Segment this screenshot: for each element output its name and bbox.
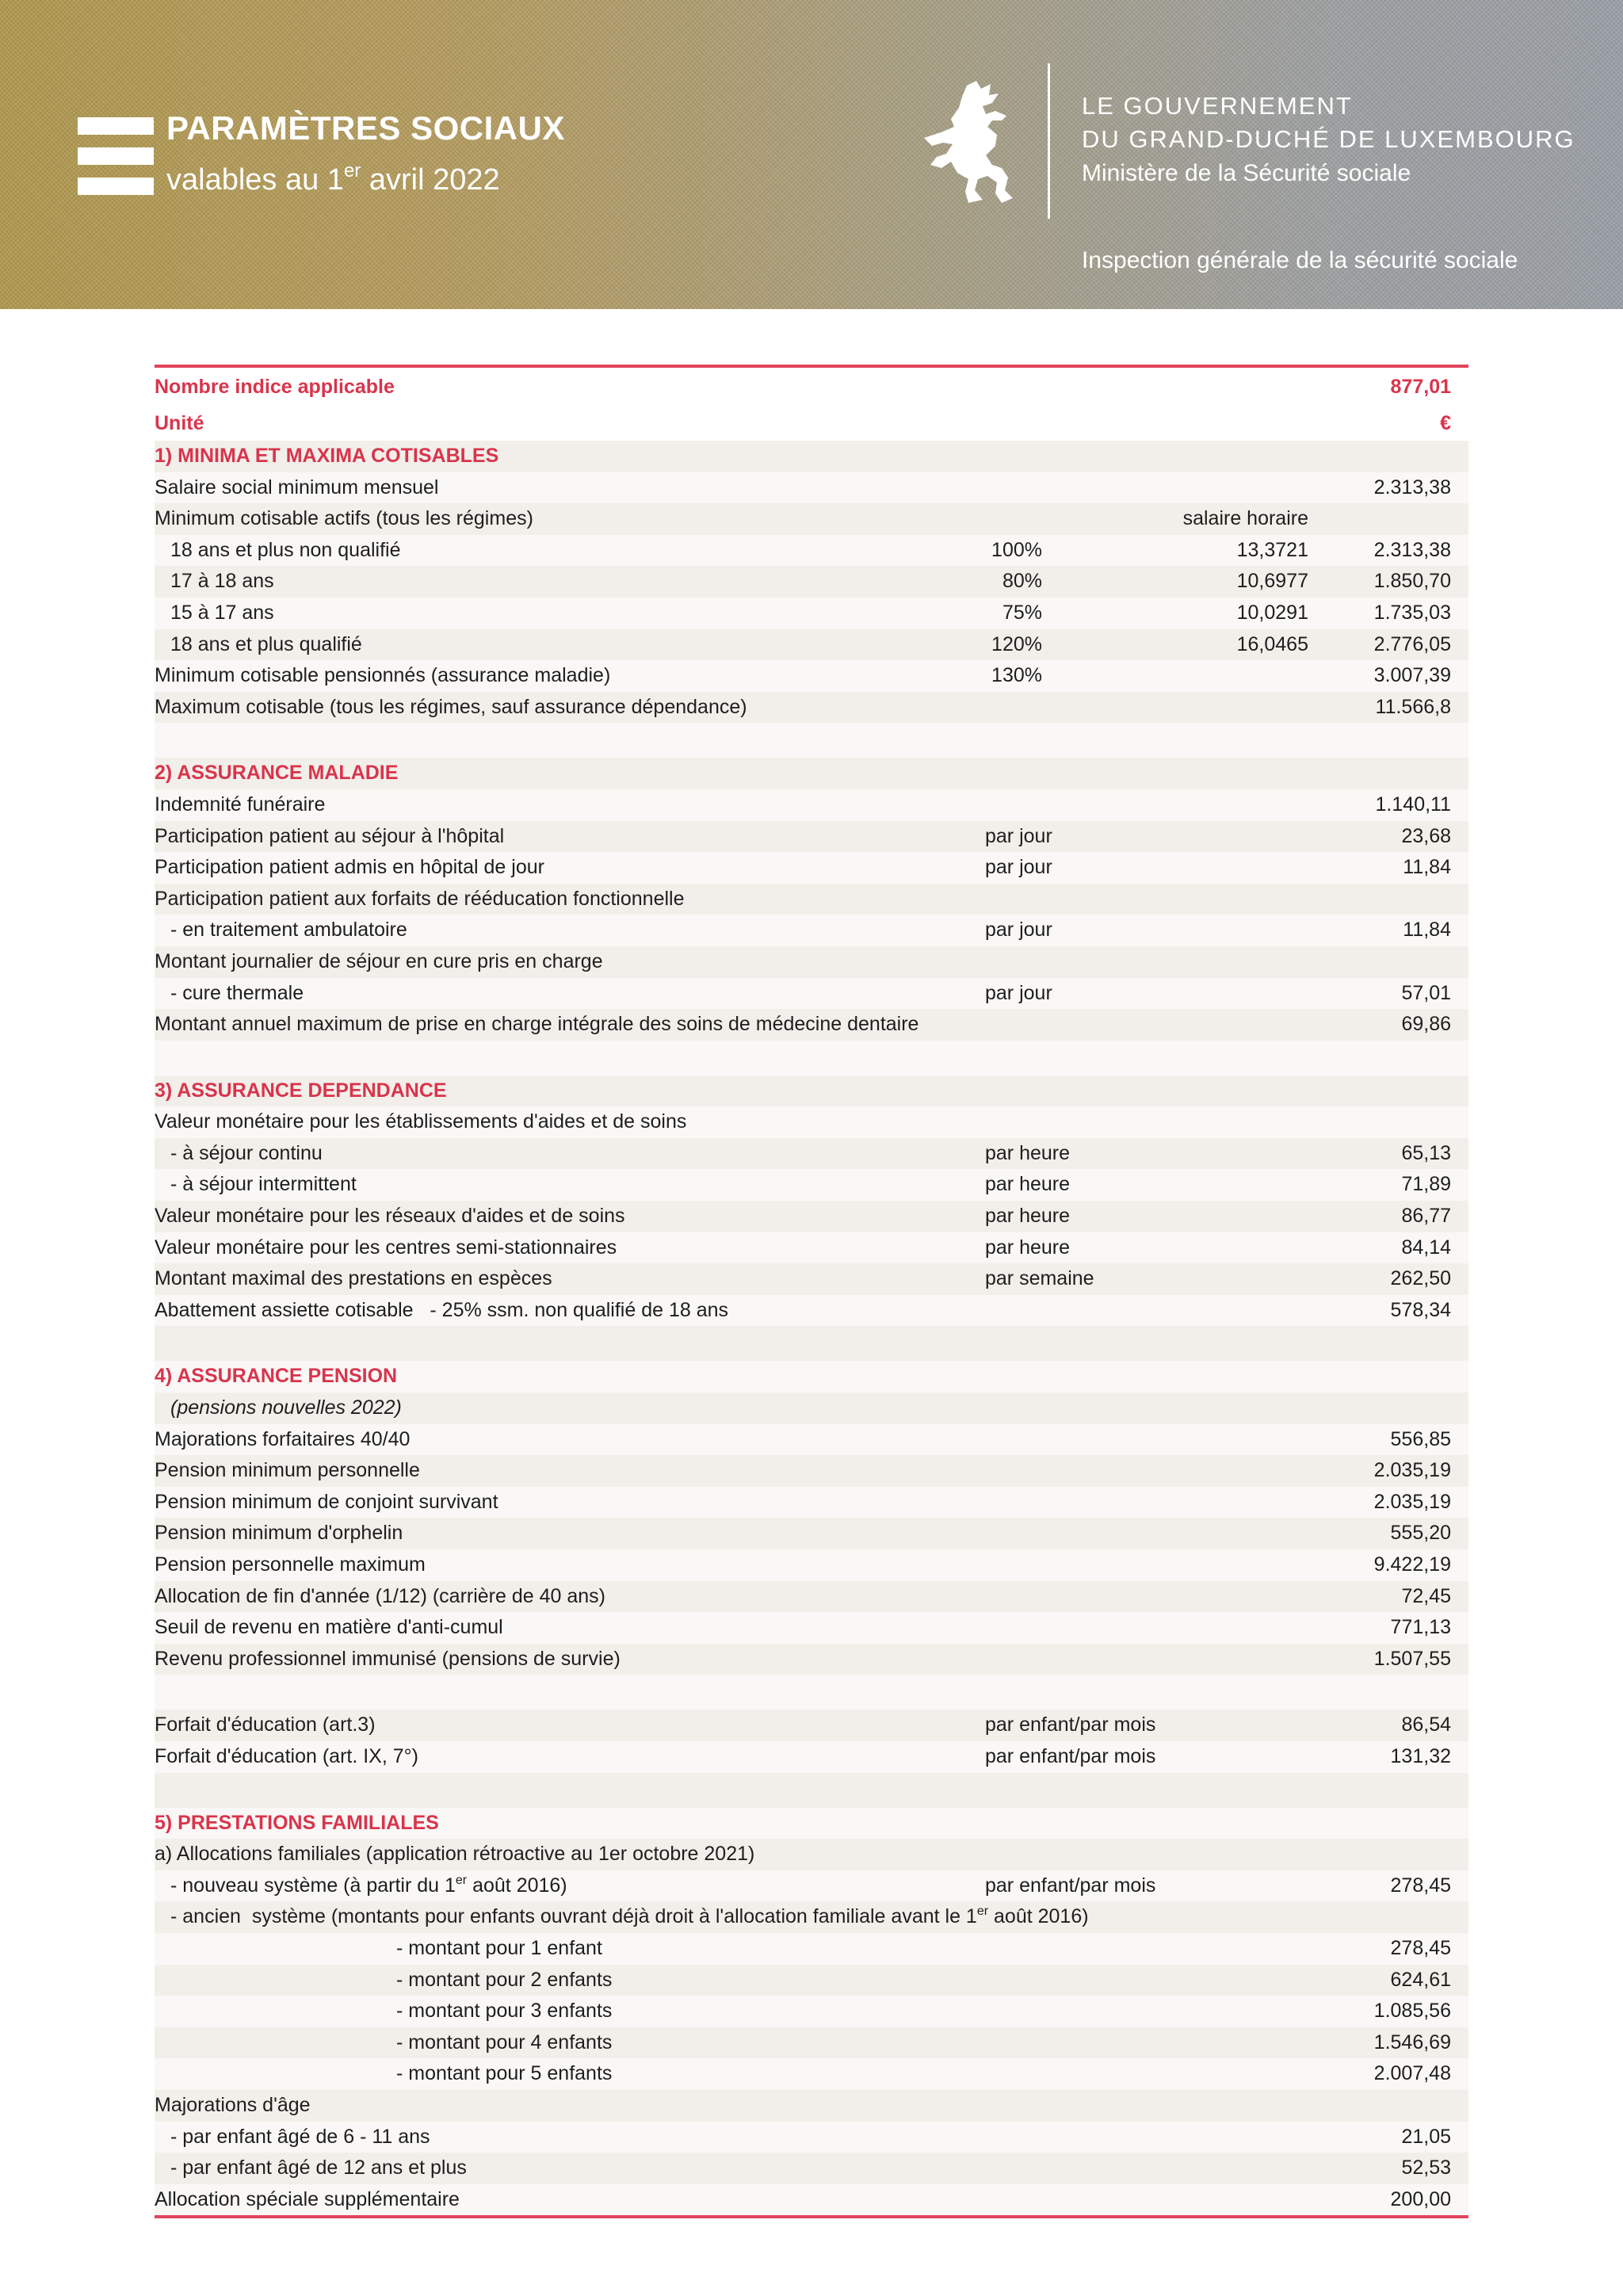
table-row: [155, 1933, 1468, 1965]
row-label: Pension personnelle maximum: [155, 1553, 426, 1576]
row-label: Valeur monétaire pour les centres semi-stationnaires: [155, 1236, 617, 1259]
table-row: [155, 978, 1468, 1010]
row-percent: 80%: [1002, 570, 1042, 593]
section-title-row: [155, 441, 1468, 472]
row-label: Abattement assiette cotisable - 25% ssm. non qualifié de 18 ans: [155, 1298, 729, 1321]
table-row: [155, 629, 1468, 661]
row-label: (pensions nouvelles 2022): [170, 1396, 402, 1419]
row-label: - montant pour 1 enfant: [396, 1936, 602, 1959]
table-row: [155, 1392, 1468, 1424]
row-hourly: 16,0465: [1236, 632, 1308, 655]
table-row: [155, 535, 1468, 567]
row-label: Revenu professionnel immunisé (pensions de survie): [155, 1647, 621, 1670]
row-label: - montant pour 3 enfants: [396, 2000, 613, 2023]
row-label: - montant pour 2 enfants: [396, 1968, 613, 1991]
row-value: 1.850,70: [1373, 570, 1451, 593]
document-subtitle: valables au 1er avril 2022: [166, 160, 500, 197]
table-row: [155, 2090, 1468, 2122]
row-label: Forfait d'éducation (art.3): [155, 1713, 376, 1736]
table-row: [155, 1455, 1468, 1487]
row-value: 262,50: [1390, 1267, 1451, 1290]
row-percent: 75%: [1002, 601, 1042, 624]
index-row: [155, 368, 1468, 406]
row-value: 1.546,69: [1373, 2030, 1451, 2053]
row-hourly: 10,0291: [1236, 601, 1308, 624]
row-value: 2.007,48: [1373, 2062, 1451, 2085]
row-value: 200,00: [1390, 2187, 1451, 2210]
row-value: 278,45: [1390, 1874, 1451, 1897]
row-unit: par heure: [985, 1205, 1071, 1228]
row-unit: par jour: [985, 919, 1052, 942]
row-unit: par enfant/par mois: [985, 1744, 1156, 1767]
row-value: 9.422,19: [1373, 1553, 1451, 1576]
document-title: PARAMÈTRES SOCIAUX: [166, 109, 565, 147]
row-label: Forfait d'éducation (art. IX, 7°): [155, 1744, 418, 1767]
row-label: Pension minimum d'orphelin: [155, 1522, 403, 1545]
spacer-row: [155, 1773, 1468, 1808]
row-unit: par jour: [985, 981, 1052, 1004]
table-row: [155, 1009, 1468, 1041]
table-row: [155, 598, 1468, 629]
table-row: [155, 1870, 1468, 1902]
row-value: 556,85: [1390, 1427, 1451, 1450]
row-percent: 100%: [991, 538, 1042, 561]
row-label: Participation patient admis en hôpital de jour: [155, 856, 544, 879]
table-row: [155, 2058, 1468, 2090]
row-value: 86,77: [1401, 1205, 1451, 1228]
row-label: - montant pour 4 enfants: [396, 2030, 613, 2053]
row-label: - par enfant âgé de 6 - 11 ans: [170, 2125, 430, 2148]
unit-value: €: [1440, 412, 1451, 434]
table-row: [155, 566, 1468, 598]
table-row: [155, 1106, 1468, 1138]
row-hourly: 10,6977: [1236, 570, 1308, 593]
spacer-row: [155, 1041, 1468, 1075]
row-value: 624,61: [1390, 1968, 1451, 1991]
row-label: Pension minimum personnelle: [155, 1459, 420, 1482]
table-row: [155, 946, 1468, 978]
row-value: 2.035,19: [1373, 1459, 1451, 1482]
table-row: [155, 915, 1468, 946]
row-label: Minimum cotisable pensionnés (assurance maladie): [155, 664, 611, 687]
table-row: [155, 1644, 1468, 1675]
table-row: [155, 1201, 1468, 1232]
row-value: 1.140,11: [1375, 793, 1451, 816]
row-unit: par heure: [985, 1173, 1071, 1196]
row-label: - nouveau système (à partir du 1er août 2016): [170, 1873, 567, 1897]
row-label: Montant journalier de séjour en cure pris en charge: [155, 949, 603, 972]
section-title: 3) ASSURANCE DEPENDANCE: [155, 1079, 447, 1102]
section-title-row: [155, 1075, 1468, 1107]
table-row: [155, 1839, 1468, 1870]
row-value: 2.035,19: [1373, 1490, 1451, 1513]
section-title: 4) ASSURANCE PENSION: [155, 1365, 398, 1388]
row-label: Allocation spéciale supplémentaire: [155, 2187, 460, 2210]
row-unit: par semaine: [985, 1267, 1094, 1290]
row-label: - à séjour continu: [170, 1141, 323, 1164]
row-value: 72,45: [1401, 1584, 1451, 1607]
table-row: [155, 1710, 1468, 1741]
table-row: [155, 472, 1468, 504]
row-unit: par heure: [985, 1236, 1071, 1259]
row-label: Valeur monétaire pour les réseaux d'aides et de soins: [155, 1205, 625, 1228]
ministry-name: Ministère de la Sécurité sociale: [1082, 160, 1411, 186]
row-label: Montant annuel maximum de prise en charge intégrale des soins de médecine dentaire: [155, 1013, 919, 1036]
row-label: 17 à 18 ans: [170, 570, 274, 593]
row-value: 11.566,8: [1375, 695, 1451, 718]
header-divider: [1048, 63, 1050, 219]
menu-icon: [78, 117, 154, 208]
table-bottom-rule: [155, 2215, 1468, 2218]
table-row: [155, 1518, 1468, 1549]
row-label: Indemnité funéraire: [155, 793, 326, 816]
table-row: [155, 1232, 1468, 1264]
table-row: [155, 1424, 1468, 1456]
row-label: 18 ans et plus qualifié: [170, 632, 362, 655]
table-row: [155, 1138, 1468, 1170]
row-value: 65,13: [1401, 1141, 1451, 1164]
row-percent: 130%: [991, 664, 1042, 687]
row-value: 1.507,55: [1373, 1647, 1451, 1670]
table-row: [155, 1581, 1468, 1613]
row-value: 2.313,38: [1373, 538, 1451, 561]
row-label: - à séjour intermittent: [170, 1173, 357, 1196]
unit-label: Unité: [155, 412, 204, 434]
table-row: [155, 1612, 1468, 1644]
row-label: Pension minimum de conjoint survivant: [155, 1490, 498, 1513]
row-label: - cure thermale: [170, 981, 304, 1004]
row-value: 86,54: [1401, 1713, 1451, 1736]
row-value: 69,86: [1401, 1013, 1451, 1036]
row-label: - par enfant âgé de 12 ans et plus: [170, 2157, 467, 2179]
table-row: [155, 1996, 1468, 2027]
row-value: 278,45: [1390, 1936, 1451, 1959]
table-row: [155, 2122, 1468, 2153]
table-row: [155, 1965, 1468, 1996]
row-unit: par enfant/par mois: [985, 1713, 1156, 1736]
row-value: 84,14: [1401, 1236, 1451, 1259]
row-value: 11,84: [1403, 919, 1451, 942]
parameters-table: [155, 365, 1468, 2218]
table-row: [155, 1263, 1468, 1295]
row-label: Majorations d'âge: [155, 2093, 311, 2116]
index-value: 877,01: [1390, 376, 1451, 398]
header-banner: [0, 0, 1623, 309]
row-label: Maximum cotisable (tous les régimes, sauf assurance dépendance): [155, 695, 747, 718]
row-unit: par jour: [985, 824, 1052, 847]
row-unit: par heure: [985, 1141, 1071, 1164]
inspection-name: Inspection générale de la sécurité sociale: [1082, 247, 1518, 273]
row-label: a) Allocations familiales (application rétroactive au 1er octobre 2021): [155, 1843, 755, 1866]
row-percent: 120%: [991, 632, 1042, 655]
row-value: 57,01: [1401, 981, 1451, 1004]
row-label: Montant maximal des prestations en espèces: [155, 1267, 552, 1290]
row-value: 578,34: [1390, 1298, 1451, 1321]
spacer-row: [155, 723, 1468, 758]
row-label: Allocation de fin d'année (1/12) (carrière de 40 ans): [155, 1584, 605, 1607]
row-value: 771,13: [1390, 1616, 1451, 1639]
unit-row: [155, 406, 1468, 441]
lion-emblem-icon: [919, 79, 1022, 206]
table-row: [155, 2153, 1468, 2184]
row-label: Minimum cotisable actifs (tous les régimes): [155, 507, 533, 530]
table-row: [155, 852, 1468, 884]
section-title-row: [155, 1361, 1468, 1392]
table-row: [155, 1487, 1468, 1519]
row-value: 71,89: [1401, 1173, 1451, 1196]
row-label: Participation patient au séjour à l'hôpital: [155, 824, 505, 847]
table-row: [155, 503, 1468, 535]
table-row: [155, 2184, 1468, 2216]
table-row: [155, 1549, 1468, 1581]
row-value: 21,05: [1401, 2125, 1451, 2148]
row-value: 2.313,38: [1373, 476, 1451, 499]
row-value: 555,20: [1390, 1522, 1451, 1545]
section-title: 2) ASSURANCE MALADIE: [155, 762, 399, 785]
table-row: [155, 1901, 1468, 1933]
row-unit: par jour: [985, 856, 1052, 879]
row-label: Valeur monétaire pour les établissements d'aides et de soins: [155, 1110, 687, 1133]
row-value: 1.085,56: [1373, 2000, 1451, 2023]
row-label: - en traitement ambulatoire: [170, 919, 407, 942]
government-line-2: DU GRAND-DUCHÉ DE LUXEMBOURG: [1082, 125, 1575, 153]
table-row: [155, 660, 1468, 692]
row-label: Participation patient aux forfaits de rééducation fonctionnelle: [155, 887, 685, 910]
table-row: [155, 692, 1468, 724]
row-value: 1.735,03: [1373, 601, 1451, 624]
row-value: 2.776,05: [1373, 632, 1451, 655]
row-value: 131,32: [1390, 1744, 1451, 1767]
table-row: [155, 789, 1468, 821]
row-unit: par enfant/par mois: [985, 1874, 1156, 1897]
spacer-row: [155, 1675, 1468, 1710]
table-row: [155, 2027, 1468, 2059]
row-label: Salaire social minimum mensuel: [155, 476, 439, 499]
government-line-1: LE GOUVERNEMENT: [1082, 92, 1353, 120]
row-value: 3.007,39: [1373, 664, 1451, 687]
hour-header: salaire horaire: [1182, 507, 1308, 530]
table-row: [155, 821, 1468, 853]
row-value: 23,68: [1401, 824, 1451, 847]
row-label: Seuil de revenu en matière d'anti-cumul: [155, 1616, 503, 1639]
section-title-row: [155, 1808, 1468, 1839]
index-label: Nombre indice applicable: [155, 376, 395, 398]
row-label: 18 ans et plus non qualifié: [170, 538, 401, 561]
row-label: - montant pour 5 enfants: [396, 2062, 613, 2085]
row-label: - ancien système (montants pour enfants ouvrant déjà droit à l'allocation familiale avant le 1er août 2016): [170, 1904, 1089, 1928]
section-title-row: [155, 758, 1468, 789]
row-label: Majorations forfaitaires 40/40: [155, 1427, 411, 1450]
table-row: [155, 1741, 1468, 1773]
table-row: [155, 1295, 1468, 1327]
row-value: 52,53: [1401, 2157, 1451, 2179]
table-row: [155, 884, 1468, 915]
row-label: 15 à 17 ans: [170, 601, 274, 624]
section-title: 1) MINIMA ET MAXIMA COTISABLES: [155, 445, 499, 467]
row-hourly: 13,3721: [1236, 538, 1308, 561]
spacer-row: [155, 1326, 1468, 1361]
row-value: 11,84: [1403, 856, 1451, 879]
section-title: 5) PRESTATIONS FAMILIALES: [155, 1811, 439, 1834]
table-row: [155, 1169, 1468, 1201]
